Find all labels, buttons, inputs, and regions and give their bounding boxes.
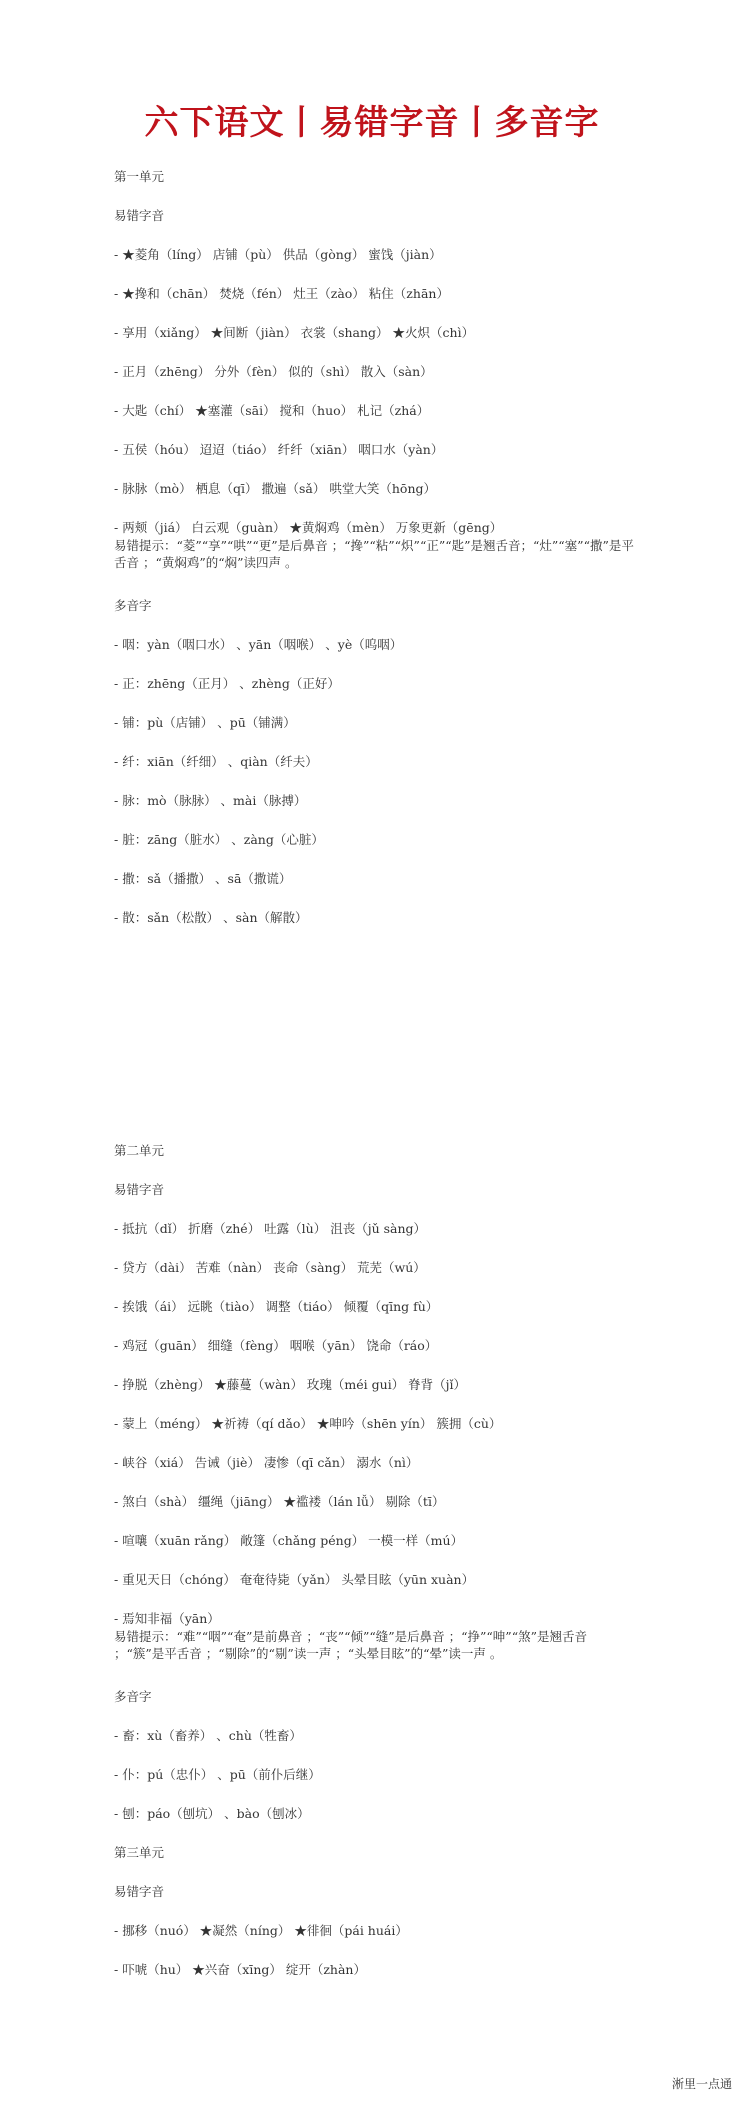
unit1-tip: 易错提示：“菱”“享”“哄”“更”是后鼻音 ；“搀”“粘”“炽”“正”“匙”是翘舌音；“灶”“塞”“撒”是平舌音 ；“黄焖鸡”的“焖”读四声 。	[114, 538, 634, 570]
list-item: - 脉脉（mò） 栖息（qī） 撒遍（sǎ） 哄堂大笑（hōng）	[114, 481, 436, 496]
footer-watermark: 淅里一点通	[671, 2077, 732, 2091]
list-item: - 鸡冠（guān） 细缝（fèng） 咽喉（yān） 饶命（ráo）	[114, 1338, 438, 1353]
list-item: - 挪移（nuó） ★凝然（níng） ★徘徊（pái huái）	[114, 1923, 408, 1938]
unit1-heading: 第一单元	[114, 169, 165, 184]
unit2-tip: 易错提示：“难”“咽”“奄”是前鼻音 ；“丧”“倾”“缝”是后鼻音 ；“挣”“呻”“煞”是翘舌音 ；“簇”是平舌音 ；“剔除”的“剔”读一声 ；“头晕目眩”的“晕”读一声 。	[114, 1629, 587, 1661]
list-item: - 挣脱（zhèng） ★藤蔓（wàn） 玫瑰（méi gui） 脊背（jǐ）	[114, 1377, 467, 1392]
list-item: - 两颊（jiá） 白云观（guàn） ★黄焖鸡（mèn） 万象更新（gēng）	[114, 520, 503, 535]
list-item: - 挨饿（ái） 远眺（tiào） 调整（tiáo） 倾覆（qīng fù）	[114, 1299, 439, 1314]
list-item: - 贷方（dài） 苦难（nàn） 丧命（sàng） 荒芜（wú）	[114, 1260, 426, 1275]
list-item: - 铺：pù（店铺） 、pū（铺满）	[114, 715, 296, 730]
list-item: - 重见天日（chóng） 奄奄待毙（yǎn） 头晕目眩（yūn xuàn）	[114, 1572, 475, 1587]
list-item: - ★搀和（chān） 焚烧（fén） 灶王（zào） 粘住（zhān）	[114, 286, 449, 301]
list-item: - 峡谷（xiá） 告诫（jiè） 凄惨（qī cǎn） 溺水（nì）	[114, 1455, 419, 1470]
list-item: - 煞白（shà） 缰绳（jiāng） ★褴褛（lán lǚ） 剔除（tī）	[114, 1494, 445, 1509]
list-item: - 正月（zhēng） 分外（fèn） 似的（shì） 散入（sàn）	[114, 364, 433, 379]
list-item: - 五侯（hóu） 迢迢（tiáo） 纤纤（xiān） 咽口水（yàn）	[114, 442, 444, 457]
page-title: 六下语文丨易错字音丨多音字	[144, 103, 600, 143]
unit2-subheading-polyphones: 多音字	[114, 1689, 152, 1704]
unit2-heading: 第二单元	[114, 1143, 165, 1158]
list-item: - 吓唬（hu） ★兴奋（xīng） 绽开（zhàn）	[114, 1962, 366, 1977]
list-item: - 抵抗（dǐ） 折磨（zhé） 吐露（lù） 沮丧（jǔ sàng）	[114, 1221, 427, 1236]
list-item: - 脉：mò（脉脉） 、mài（脉搏）	[114, 793, 307, 808]
list-item: - 焉知非福（yān）	[114, 1611, 220, 1626]
list-item: - 刨：páo（刨坑） 、bào（刨冰）	[114, 1806, 310, 1821]
list-item: - 咽：yàn（咽口水） 、yān（咽喉） 、yè（呜咽）	[114, 637, 403, 652]
unit3-heading: 第三单元	[114, 1845, 165, 1860]
list-item: - 撒：sǎ（播撒） 、sā（撒谎）	[114, 871, 292, 886]
list-item: - ★菱角（líng） 店铺（pù） 供品（gòng） 蜜饯（jiàn）	[114, 247, 442, 262]
list-item: - 喧嚷（xuān rǎng） 敞篷（chǎng péng） 一模一样（mú）	[114, 1533, 464, 1548]
unit1-subheading-pronunciation: 易错字音	[114, 208, 165, 223]
unit1-subheading-polyphones: 多音字	[114, 598, 152, 613]
list-item: - 纤：xiān（纤细） 、qiàn（纤夫）	[114, 754, 318, 769]
list-item: - 享用（xiǎng） ★间断（jiàn） 衣裳（shang） ★火炽（chì）	[114, 325, 475, 340]
unit2-subheading-pronunciation: 易错字音	[114, 1182, 165, 1197]
list-item: - 大匙（chí） ★塞灌（sāi） 搅和（huo） 札记（zhá）	[114, 403, 430, 418]
unit3-subheading-pronunciation: 易错字音	[114, 1884, 165, 1899]
list-item: - 正：zhēng（正月） 、zhèng（正好）	[114, 676, 340, 691]
list-item: - 畜：xù（畜养） 、chù（牲畜）	[114, 1728, 302, 1743]
list-item: - 散：sǎn（松散） 、sàn（解散）	[114, 910, 308, 925]
list-item: - 仆：pú（忠仆） 、pū（前仆后继）	[114, 1767, 321, 1782]
list-item: - 蒙上（méng） ★祈祷（qí dǎo） ★呻吟（shēn yín） 簇拥（cù）	[114, 1416, 502, 1431]
list-item: - 脏：zāng（脏水） 、zàng（心脏）	[114, 832, 324, 847]
